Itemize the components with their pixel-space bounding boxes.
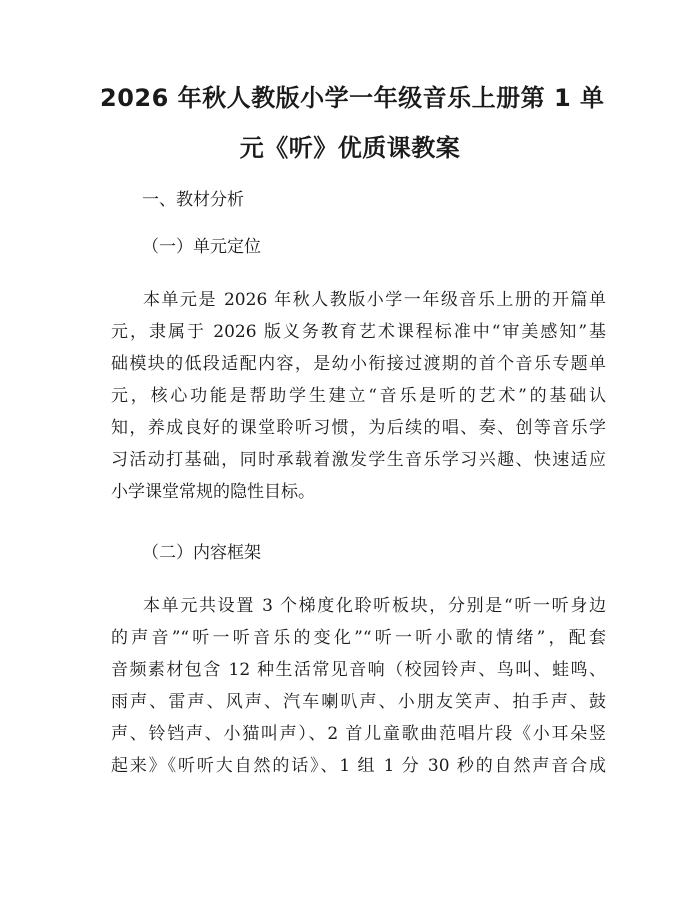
section-heading-analysis: 一、教材分析	[142, 190, 244, 210]
paragraph-unit-position	[111, 284, 606, 508]
document-title-line-2: 元《听》优质课教案	[239, 134, 461, 162]
paragraph-line: 雨声、雷声、风声、汽车喇叭声、小朋友笑声、拍手声、鼓	[111, 692, 606, 712]
paragraph-line: 本单元共设置 3 个梯度化聆听板块，分别是“听一听身边	[143, 596, 606, 616]
paragraph-content-framework	[111, 590, 606, 782]
paragraph-line: 的声音”“听一听音乐的变化”“听一听小歌的情绪”，配套	[111, 628, 606, 648]
paragraph-line: 元，核心功能是帮助学生建立“音乐是听的艺术”的基础认	[111, 386, 606, 406]
document-title-line-1: 2026 年秋人教版小学一年级音乐上册第 1 单	[100, 84, 605, 112]
subsection-heading-content-framework: （二）内容框架	[142, 543, 261, 563]
paragraph-line: 起来》《听听大自然的话》、1 组 1 分 30 秒的自然声音合成	[111, 756, 606, 776]
paragraph-line: 知，养成良好的课堂聆听习惯，为后续的唱、奏、创等音乐学	[111, 418, 606, 438]
paragraph-line: 声、铃铛声、小猫叫声）、2 首儿童歌曲范唱片段《小耳朵竖	[111, 724, 606, 744]
subsection-heading-unit-position: （一）单元定位	[142, 237, 261, 257]
paragraph-line: 础模块的低段适配内容，是幼小衔接过渡期的首个音乐专题单	[111, 354, 606, 374]
paragraph-line: 小学课堂常规的隐性目标。	[111, 482, 315, 502]
paragraph-line: 音频素材包含 12 种生活常见音响（校园铃声、鸟叫、蛙鸣、	[111, 660, 606, 680]
paragraph-line: 本单元是 2026 年秋人教版小学一年级音乐上册的开篇单	[143, 290, 606, 310]
paragraph-line: 元，隶属于 2026 版义务教育艺术课程标准中“审美感知”基	[111, 322, 606, 342]
paragraph-line: 习活动打基础，同时承载着激发学生音乐学习兴趣、快速适应	[111, 450, 606, 470]
